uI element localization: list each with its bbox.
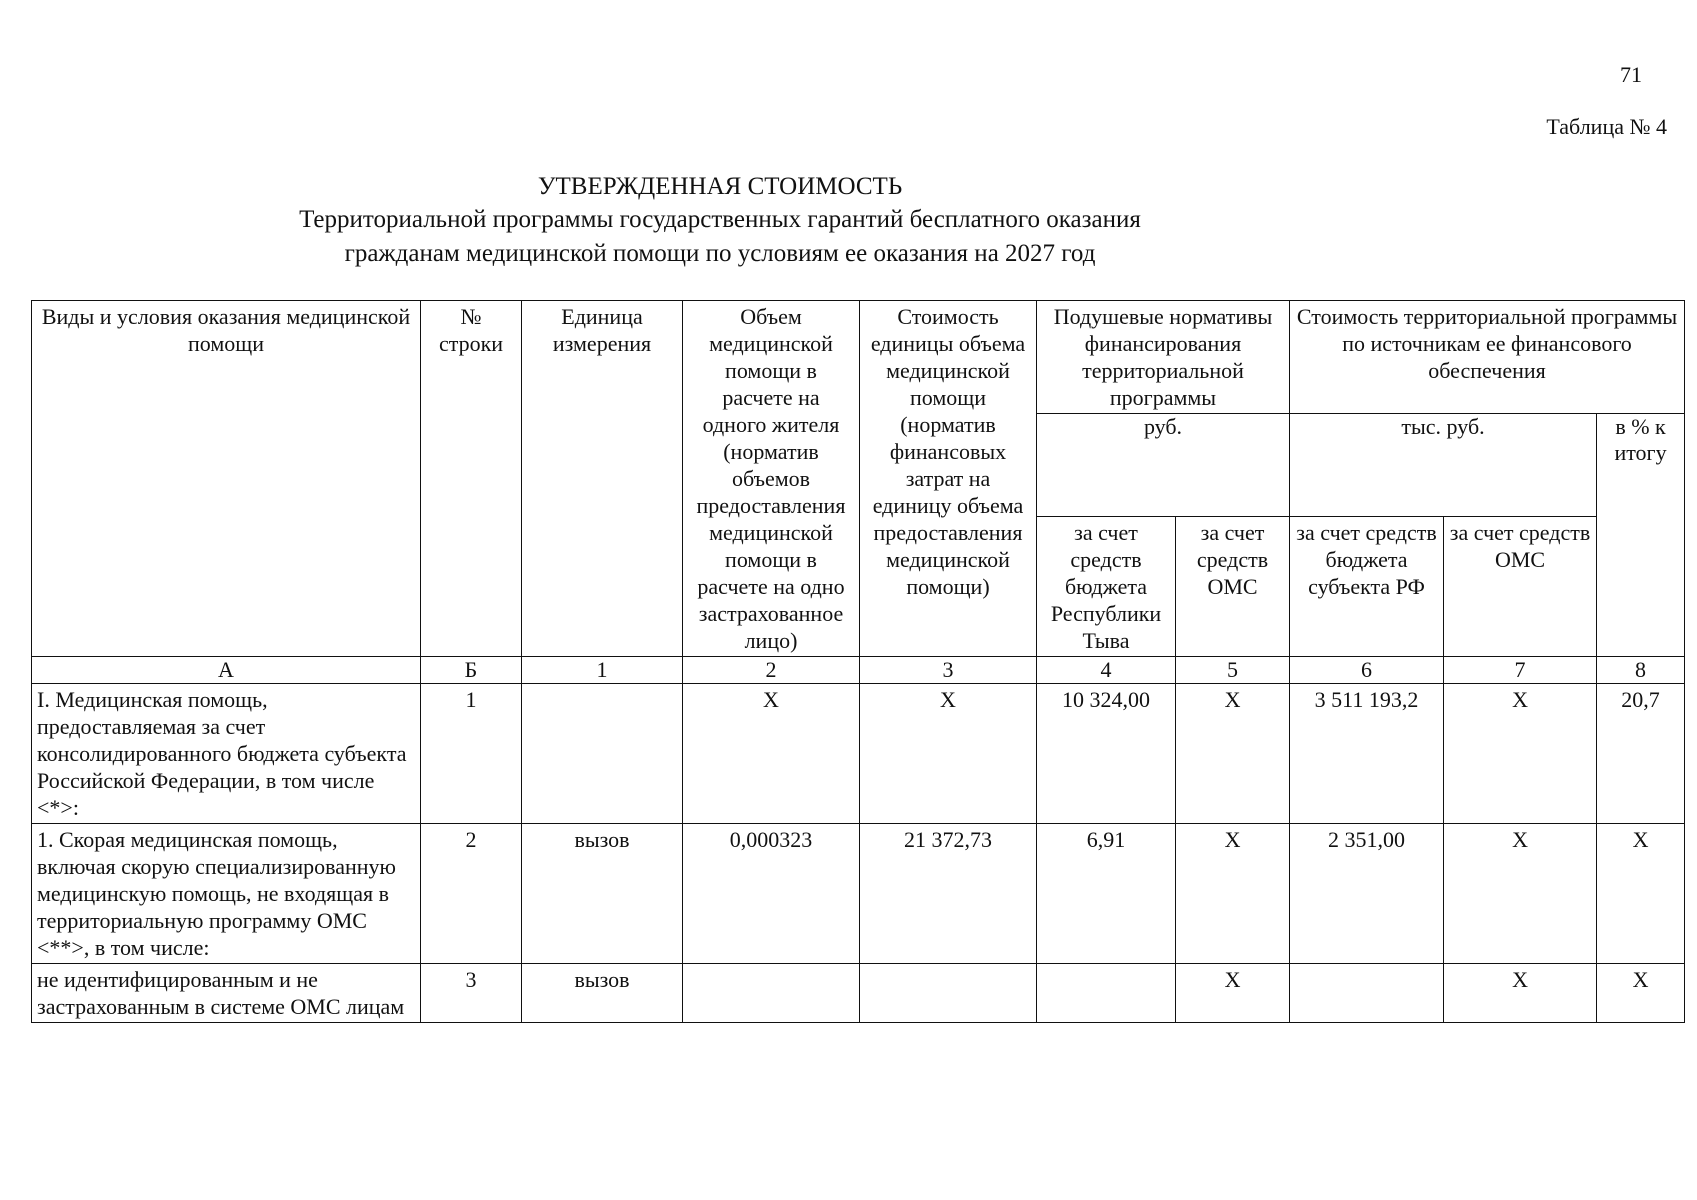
title-main: УТВЕРЖДЕННАЯ СТОИМОСТЬ (537, 173, 903, 200)
header-unit-cost: Стоимость единицы объема медицинской помощи (норматив финансовых затрат на единицу объема предоставления медицинской помощи) (860, 301, 1037, 657)
table-row (32, 964, 1685, 1023)
header-budget-subject: за счет средств бюджета субъекта РФ (1290, 517, 1444, 657)
row-unit-cost: 21 372,73 (860, 824, 1037, 964)
index-cell: 4 (1037, 657, 1176, 684)
page-number: 71 (1620, 62, 1642, 87)
index-cell: 5 (1176, 657, 1290, 684)
row-unit: вызов (522, 824, 683, 964)
header-unit-rub: руб. (1037, 414, 1290, 517)
header-volume: Объем медицинской помощи в расчете на одного жителя (норматив объемов предоставления медицинской помощи в расчете на одно застрахованное лицо) (683, 301, 860, 657)
table-label: Таблица № 4 (1546, 114, 1667, 139)
row-unit (522, 684, 683, 824)
row-unit-cost (860, 964, 1037, 1023)
row-per-capita-oms: X (1176, 964, 1290, 1023)
header-group-cost: Стоимость территориальной программы по источникам ее финансового обеспечения (1290, 301, 1685, 414)
row-per-capita-budget: 10 324,00 (1037, 684, 1176, 824)
row-number: 2 (421, 824, 522, 964)
row-percent: X (1597, 964, 1685, 1023)
index-cell: 3 (860, 657, 1037, 684)
row-cost-oms: X (1444, 964, 1597, 1023)
row-cost-budget: 3 511 193,2 (1290, 684, 1444, 824)
row-volume: 0,000323 (683, 824, 860, 964)
row-per-capita-budget: 6,91 (1037, 824, 1176, 964)
header-unit: Единица измерения (522, 301, 683, 657)
index-row (32, 657, 1685, 684)
header-row-1 (32, 301, 1685, 414)
header-group-per-capita: Подушевые нормативы финансирования территориальной программы (1037, 301, 1290, 414)
title-line-3: гражданам медицинской помощи по условиям ее оказания на 2027 год (344, 240, 1096, 267)
row-name: 1. Скорая медицинская помощь, включая скорую специализированную медицинскую помощь, не входящая в территориальную программу ОМС <**>, в том числе: (32, 824, 421, 964)
header-row-no: № строки (421, 301, 522, 657)
header-kind: Виды и условия оказания медицинской помощи (32, 301, 421, 657)
row-per-capita-oms: X (1176, 684, 1290, 824)
header-percent: в % к итогу (1597, 414, 1685, 657)
row-cost-budget (1290, 964, 1444, 1023)
row-per-capita-budget (1037, 964, 1176, 1023)
row-cost-budget: 2 351,00 (1290, 824, 1444, 964)
table-row (32, 824, 1685, 964)
header-budget-tyva: за счет средств бюджета Республики Тыва (1037, 517, 1176, 657)
index-cell: 8 (1597, 657, 1685, 684)
cost-table (31, 300, 1685, 1023)
row-cost-oms: X (1444, 684, 1597, 824)
index-cell: 7 (1444, 657, 1597, 684)
title-line-2: Территориальной программы государственных гарантий бесплатного оказания (299, 206, 1141, 233)
header-oms-per-capita: за счет средств ОМС (1176, 517, 1290, 657)
row-number: 3 (421, 964, 522, 1023)
header-unit-thousand-rub: тыс. руб. (1290, 414, 1597, 517)
row-number: 1 (421, 684, 522, 824)
row-per-capita-oms: X (1176, 824, 1290, 964)
index-cell: 1 (522, 657, 683, 684)
index-cell: Б (421, 657, 522, 684)
row-unit-cost: X (860, 684, 1037, 824)
row-volume: X (683, 684, 860, 824)
index-cell: 2 (683, 657, 860, 684)
document-title (0, 170, 1440, 271)
index-cell: 6 (1290, 657, 1444, 684)
row-cost-oms: X (1444, 824, 1597, 964)
header-oms-cost: за счет средств ОМС (1444, 517, 1597, 657)
row-volume (683, 964, 860, 1023)
index-cell: А (32, 657, 421, 684)
row-percent: X (1597, 824, 1685, 964)
row-unit: вызов (522, 964, 683, 1023)
row-percent: 20,7 (1597, 684, 1685, 824)
table-row (32, 684, 1685, 824)
row-name: I. Медицинская помощь, предоставляемая за счет консолидированного бюджета субъекта Российской Федерации, в том числе <*>: (32, 684, 421, 824)
row-name: не идентифицированным и не застрахованным в системе ОМС лицам (32, 964, 421, 1023)
